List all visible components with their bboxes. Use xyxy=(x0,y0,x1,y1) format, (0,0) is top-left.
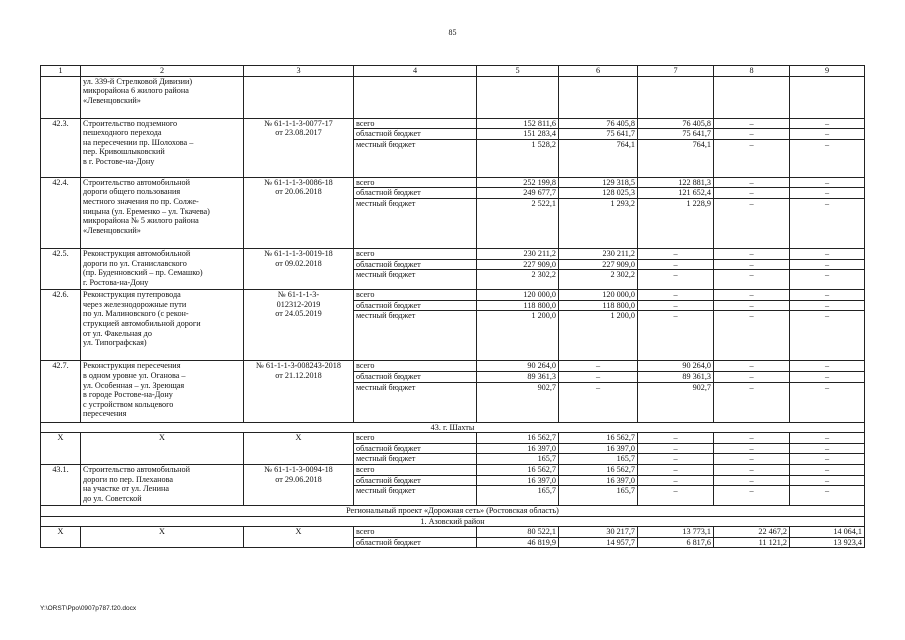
amount-c9: – xyxy=(790,361,865,372)
document-ref xyxy=(244,290,354,361)
amount-c5: 89 361,3 xyxy=(477,371,559,382)
header-cell: 4 xyxy=(354,66,477,77)
funding-row xyxy=(41,433,865,444)
document-ref-line: от 20.06.2018 xyxy=(275,187,322,197)
item-name-line: в г. Ростове-на-Дону xyxy=(83,156,155,166)
item-number: 42.5. xyxy=(41,248,81,289)
amount-c5: 16 562,7 xyxy=(477,433,559,444)
amount-c5: 230 211,2 xyxy=(477,248,559,259)
funding-source: местный бюджет xyxy=(354,139,477,177)
amount-c7: – xyxy=(638,311,714,361)
funding-row xyxy=(41,464,865,475)
document-ref xyxy=(244,118,354,177)
document-ref-line: от 24.05.2019 xyxy=(275,309,322,319)
amount-c5: 120 000,0 xyxy=(477,290,559,301)
amount-c9: – xyxy=(790,290,865,301)
item-name-line: Реконструкция пересечения xyxy=(83,361,181,371)
item-name-line: Строительство автомобильной xyxy=(83,177,190,187)
table-body xyxy=(41,66,865,548)
section-regional-project-row xyxy=(41,506,865,517)
amount-c6: 128 025,3 xyxy=(559,188,638,199)
amount-c5: 46 819,9 xyxy=(477,537,559,548)
amount-c8: – xyxy=(714,129,790,140)
amount-c5: 151 283,4 xyxy=(477,129,559,140)
amount-c7: – xyxy=(638,290,714,301)
funding-source: всего xyxy=(354,361,477,372)
item-name xyxy=(81,177,244,248)
item-name-line: ул. Особенная – ул. Зреющая xyxy=(83,380,185,390)
funding-source: местный бюджет xyxy=(354,311,477,361)
header-cell: 5 xyxy=(477,66,559,77)
item-name-line: по ул. Малиновского (с рекон- xyxy=(83,309,189,319)
document-ref-line: от 29.06.2018 xyxy=(275,474,322,484)
amount-c7: 13 773,1 xyxy=(638,527,714,538)
amount-c7: – xyxy=(638,270,714,290)
amount-c5: 249 677,7 xyxy=(477,188,559,199)
funding-row xyxy=(41,290,865,301)
funding-source: местный бюджет xyxy=(354,198,477,248)
amount-c7: 90 264,0 xyxy=(638,361,714,372)
item-name xyxy=(81,290,244,361)
amount-c8: – xyxy=(714,382,790,422)
item-name-line: (пр. Буденновский – пр. Семашко) xyxy=(83,268,203,278)
section-azov-district-row xyxy=(41,516,865,527)
amount-c9: – xyxy=(790,118,865,129)
amount-c5: 227 909,0 xyxy=(477,259,559,270)
amount-c5: 16 562,7 xyxy=(477,464,559,475)
amount-c7: 902,7 xyxy=(638,382,714,422)
item-name-line: пер. Кривошлыковский xyxy=(83,147,165,157)
funding-source: местный бюджет xyxy=(354,486,477,506)
funding-source: всего xyxy=(354,118,477,129)
amount-c8: – xyxy=(714,259,790,270)
header-cell: 1 xyxy=(41,66,81,77)
amount-c9: – xyxy=(790,443,865,454)
amount-c5: 80 522,1 xyxy=(477,527,559,538)
item-number: 42.3. xyxy=(41,118,81,177)
header-row xyxy=(41,66,865,77)
amount-c5: 16 397,0 xyxy=(477,475,559,486)
amount-c6: 1 200,0 xyxy=(559,311,638,361)
amount-c8: – xyxy=(714,139,790,177)
amount-c7: 76 405,8 xyxy=(638,118,714,129)
amount-c6: 2 302,2 xyxy=(559,270,638,290)
amount-c6: 120 000,0 xyxy=(559,290,638,301)
amount-c8: – xyxy=(714,300,790,311)
amount-c8: – xyxy=(714,290,790,301)
document-ref xyxy=(244,177,354,248)
amount-c5: 16 397,0 xyxy=(477,443,559,454)
document-ref-line: № 61-1-1-3-008243-2018 xyxy=(256,361,341,371)
amount-c7: – xyxy=(638,454,714,465)
amount-c7: – xyxy=(638,300,714,311)
amount-c9: – xyxy=(790,300,865,311)
amount-c7: 764,1 xyxy=(638,139,714,177)
amount-c8: – xyxy=(714,475,790,486)
amount-c8: – xyxy=(714,177,790,188)
amount-c8: – xyxy=(714,443,790,454)
document-ref-line: № 61-1-1-3-0077-17 xyxy=(264,118,333,128)
item-name xyxy=(81,361,244,422)
document-ref xyxy=(244,361,354,422)
amount-c9: – xyxy=(790,454,865,465)
amount-c8: – xyxy=(714,118,790,129)
item-name-line: от ул. Факельная до xyxy=(83,328,152,338)
amount-c6: 16 397,0 xyxy=(559,475,638,486)
amount-c7: 89 361,3 xyxy=(638,371,714,382)
amount-c8: – xyxy=(714,361,790,372)
item-name-line: на участке от ул. Ленина xyxy=(83,484,170,494)
funding-source: всего xyxy=(354,177,477,188)
amount-c9: – xyxy=(790,188,865,199)
amount-c9: – xyxy=(790,371,865,382)
document-ref-line: от 23.08.2017 xyxy=(275,128,322,138)
funding-source: областной бюджет xyxy=(354,300,477,311)
amount-c6: 16 562,7 xyxy=(559,433,638,444)
amount-c8: – xyxy=(714,433,790,444)
amount-c8: – xyxy=(714,248,790,259)
document-ref-line: № 61-1-1-3-0094-18 xyxy=(264,464,333,474)
amount-c9: – xyxy=(790,486,865,506)
funding-source: всего xyxy=(354,290,477,301)
amount-c5: 2 522,1 xyxy=(477,198,559,248)
amount-c5: 152 811,6 xyxy=(477,118,559,129)
funding-source: областной бюджет xyxy=(354,443,477,454)
amount-c8: – xyxy=(714,371,790,382)
amount-c8: – xyxy=(714,464,790,475)
funding-source: местный бюджет xyxy=(354,382,477,422)
funding-source: местный бюджет xyxy=(354,454,477,465)
amount-c7: – xyxy=(638,475,714,486)
document-ref-x: Х xyxy=(244,527,354,548)
document-ref-line: от 21.12.2018 xyxy=(275,370,322,380)
item-name-x: Х xyxy=(81,433,244,465)
amount-c9: – xyxy=(790,198,865,248)
item-name-line: ул. Типографская) xyxy=(83,338,147,348)
amount-c5: 252 199,8 xyxy=(477,177,559,188)
amount-c7: 121 652,4 xyxy=(638,188,714,199)
amount-c7: – xyxy=(638,248,714,259)
amount-c7: 6 817,6 xyxy=(638,537,714,548)
amount-c7: 122 881,3 xyxy=(638,177,714,188)
item-number: 42.4. xyxy=(41,177,81,248)
amount-c7: – xyxy=(638,259,714,270)
amount-c7: – xyxy=(638,443,714,454)
item-name-line: ницына (ул. Еременко – ул. Ткачева) xyxy=(83,206,210,216)
amount-c6: – xyxy=(559,361,638,372)
funding-source: местный бюджет xyxy=(354,270,477,290)
amount-c6: 118 800,0 xyxy=(559,300,638,311)
header-cell: 9 xyxy=(790,66,865,77)
item-name-line: с устройством кольцевого xyxy=(83,399,174,409)
amount-c6: 129 318,5 xyxy=(559,177,638,188)
item-name-line: в одном уровне ул. Оганова – xyxy=(83,370,186,380)
continuation-row xyxy=(41,76,865,118)
amount-c6: 75 641,7 xyxy=(559,129,638,140)
header-cell: 3 xyxy=(244,66,354,77)
funding-source: всего xyxy=(354,464,477,475)
amount-c5: 1 200,0 xyxy=(477,311,559,361)
amount-c6: 165,7 xyxy=(559,454,638,465)
section-azov-district: 1. Азовский район xyxy=(41,516,865,527)
item-number: Х xyxy=(41,433,81,465)
amount-c6: – xyxy=(559,371,638,382)
amount-c6: 16 562,7 xyxy=(559,464,638,475)
section-shakhty-row xyxy=(41,422,865,433)
header-cell: 7 xyxy=(638,66,714,77)
item-number: 42.7. xyxy=(41,361,81,422)
item-name-line: Реконструкция путепровода xyxy=(83,290,181,300)
item-name-line: Строительство автомобильной xyxy=(83,464,190,474)
amount-c7: 75 641,7 xyxy=(638,129,714,140)
funding-row xyxy=(41,118,865,129)
amount-c8: – xyxy=(714,454,790,465)
amount-c8: – xyxy=(714,270,790,290)
amount-c5: 118 800,0 xyxy=(477,300,559,311)
amount-c6: 30 217,7 xyxy=(559,527,638,538)
amount-c9: – xyxy=(790,433,865,444)
item-name-line: Строительство подземного xyxy=(83,118,178,128)
page-number: 85 xyxy=(448,28,457,37)
funding-table xyxy=(40,65,865,548)
item-name-line: микрорайона № 5 жилого района xyxy=(83,216,199,226)
amount-c6: 764,1 xyxy=(559,139,638,177)
amount-c8: 11 121,2 xyxy=(714,537,790,548)
amount-c6: 76 405,8 xyxy=(559,118,638,129)
document-ref-line: № 61-1-1-3- xyxy=(277,290,320,300)
item-number: Х xyxy=(41,527,81,548)
amount-c9: – xyxy=(790,177,865,188)
document-ref-x: Х xyxy=(244,433,354,465)
amount-c9: – xyxy=(790,248,865,259)
amount-c9: – xyxy=(790,475,865,486)
item-name-line: через железнодорожные пути xyxy=(83,299,187,309)
amount-c7: – xyxy=(638,464,714,475)
amount-c5: 1 528,2 xyxy=(477,139,559,177)
file-path-footer: Y:\ORST\Ppo\0907p787.f20.docx xyxy=(40,605,137,612)
amount-c9: 13 923,4 xyxy=(790,537,865,548)
funding-row xyxy=(41,177,865,188)
item-number: 43.1. xyxy=(41,464,81,505)
item-name-x: Х xyxy=(81,527,244,548)
item-name-line: на пересечении пр. Шолохова – xyxy=(83,137,194,147)
funding-source: областной бюджет xyxy=(354,537,477,548)
amount-c6: 230 211,2 xyxy=(559,248,638,259)
document-ref-line: от 09.02.2018 xyxy=(275,258,322,268)
funding-source: всего xyxy=(354,248,477,259)
item-name-line: пешеходного перехода xyxy=(83,128,162,138)
item-name-line: дороги по ул. Станиславского xyxy=(83,258,187,268)
amount-c6: 1 293,2 xyxy=(559,198,638,248)
funding-source: областной бюджет xyxy=(354,371,477,382)
amount-c9: – xyxy=(790,129,865,140)
funding-source: областной бюджет xyxy=(354,475,477,486)
header-cell: 8 xyxy=(714,66,790,77)
document-ref-line: 012312-2019 xyxy=(276,299,321,309)
amount-c5: 165,7 xyxy=(477,454,559,465)
amount-c9: – xyxy=(790,139,865,177)
amount-c9: – xyxy=(790,382,865,422)
amount-c8: – xyxy=(714,198,790,248)
funding-row xyxy=(41,527,865,538)
section-regional-project: Региональный проект «Дорожная сеть» (Ростовская область) xyxy=(41,506,865,517)
amount-c5: 165,7 xyxy=(477,486,559,506)
funding-source: всего xyxy=(354,433,477,444)
amount-c9: – xyxy=(790,259,865,270)
amount-c6: 227 909,0 xyxy=(559,259,638,270)
amount-c9: – xyxy=(790,311,865,361)
amount-c7: – xyxy=(638,433,714,444)
funding-source: областной бюджет xyxy=(354,259,477,270)
item-name xyxy=(81,118,244,177)
amount-c5: 2 302,2 xyxy=(477,270,559,290)
amount-c6: – xyxy=(559,382,638,422)
amount-c6: 165,7 xyxy=(559,486,638,506)
item-name xyxy=(81,464,244,505)
section-shakhty: 43. г. Шахты xyxy=(41,422,865,433)
item-name-line: струкцией автомобильной дороги xyxy=(83,318,201,328)
amount-c8: 22 467,2 xyxy=(714,527,790,538)
document-ref xyxy=(244,248,354,289)
amount-c5: 90 264,0 xyxy=(477,361,559,372)
amount-c6: 14 957,7 xyxy=(559,537,638,548)
amount-c7: 1 228,9 xyxy=(638,198,714,248)
amount-c8: – xyxy=(714,311,790,361)
amount-c9: – xyxy=(790,464,865,475)
item-number: 42.6. xyxy=(41,290,81,361)
header-cell: 6 xyxy=(559,66,638,77)
funding-source: областной бюджет xyxy=(354,188,477,199)
header-cell: 2 xyxy=(81,66,244,77)
item-name-line: в городе Ростове-на-Дону xyxy=(83,390,173,400)
amount-c7: – xyxy=(638,486,714,506)
funding-source: всего xyxy=(354,527,477,538)
document-ref-line: № 61-1-1-3-0019-18 xyxy=(264,248,333,258)
item-name-line: г. Ростова-на-Дону xyxy=(83,277,149,287)
item-name-line: пересечения xyxy=(83,409,127,419)
item-name-line: «Левенцовский» xyxy=(83,225,141,235)
item-name-line: дороги общего пользования xyxy=(83,187,181,197)
item-name xyxy=(81,248,244,289)
item-name-line: местного значения по пр. Солже- xyxy=(83,196,199,206)
amount-c9: – xyxy=(790,270,865,290)
amount-c5: 902,7 xyxy=(477,382,559,422)
amount-c6: 16 397,0 xyxy=(559,443,638,454)
amount-c8: – xyxy=(714,188,790,199)
document-ref xyxy=(244,464,354,505)
document-ref-line: № 61-1-1-3-0086-18 xyxy=(264,177,333,187)
item-name-line: Реконструкция автомобильной xyxy=(83,248,191,258)
amount-c9: 14 064,1 xyxy=(790,527,865,538)
item-name-line: до ул. Советской xyxy=(83,493,142,503)
funding-source: областной бюджет xyxy=(354,129,477,140)
amount-c8: – xyxy=(714,486,790,506)
funding-row xyxy=(41,361,865,372)
continuation-text: ул. 339-й Стрелковой Дивизии) микрорайона 6 жилого района «Левенцовский» xyxy=(81,76,244,118)
item-name-line: дороги по пер. Плеханова xyxy=(83,474,173,484)
funding-row xyxy=(41,248,865,259)
